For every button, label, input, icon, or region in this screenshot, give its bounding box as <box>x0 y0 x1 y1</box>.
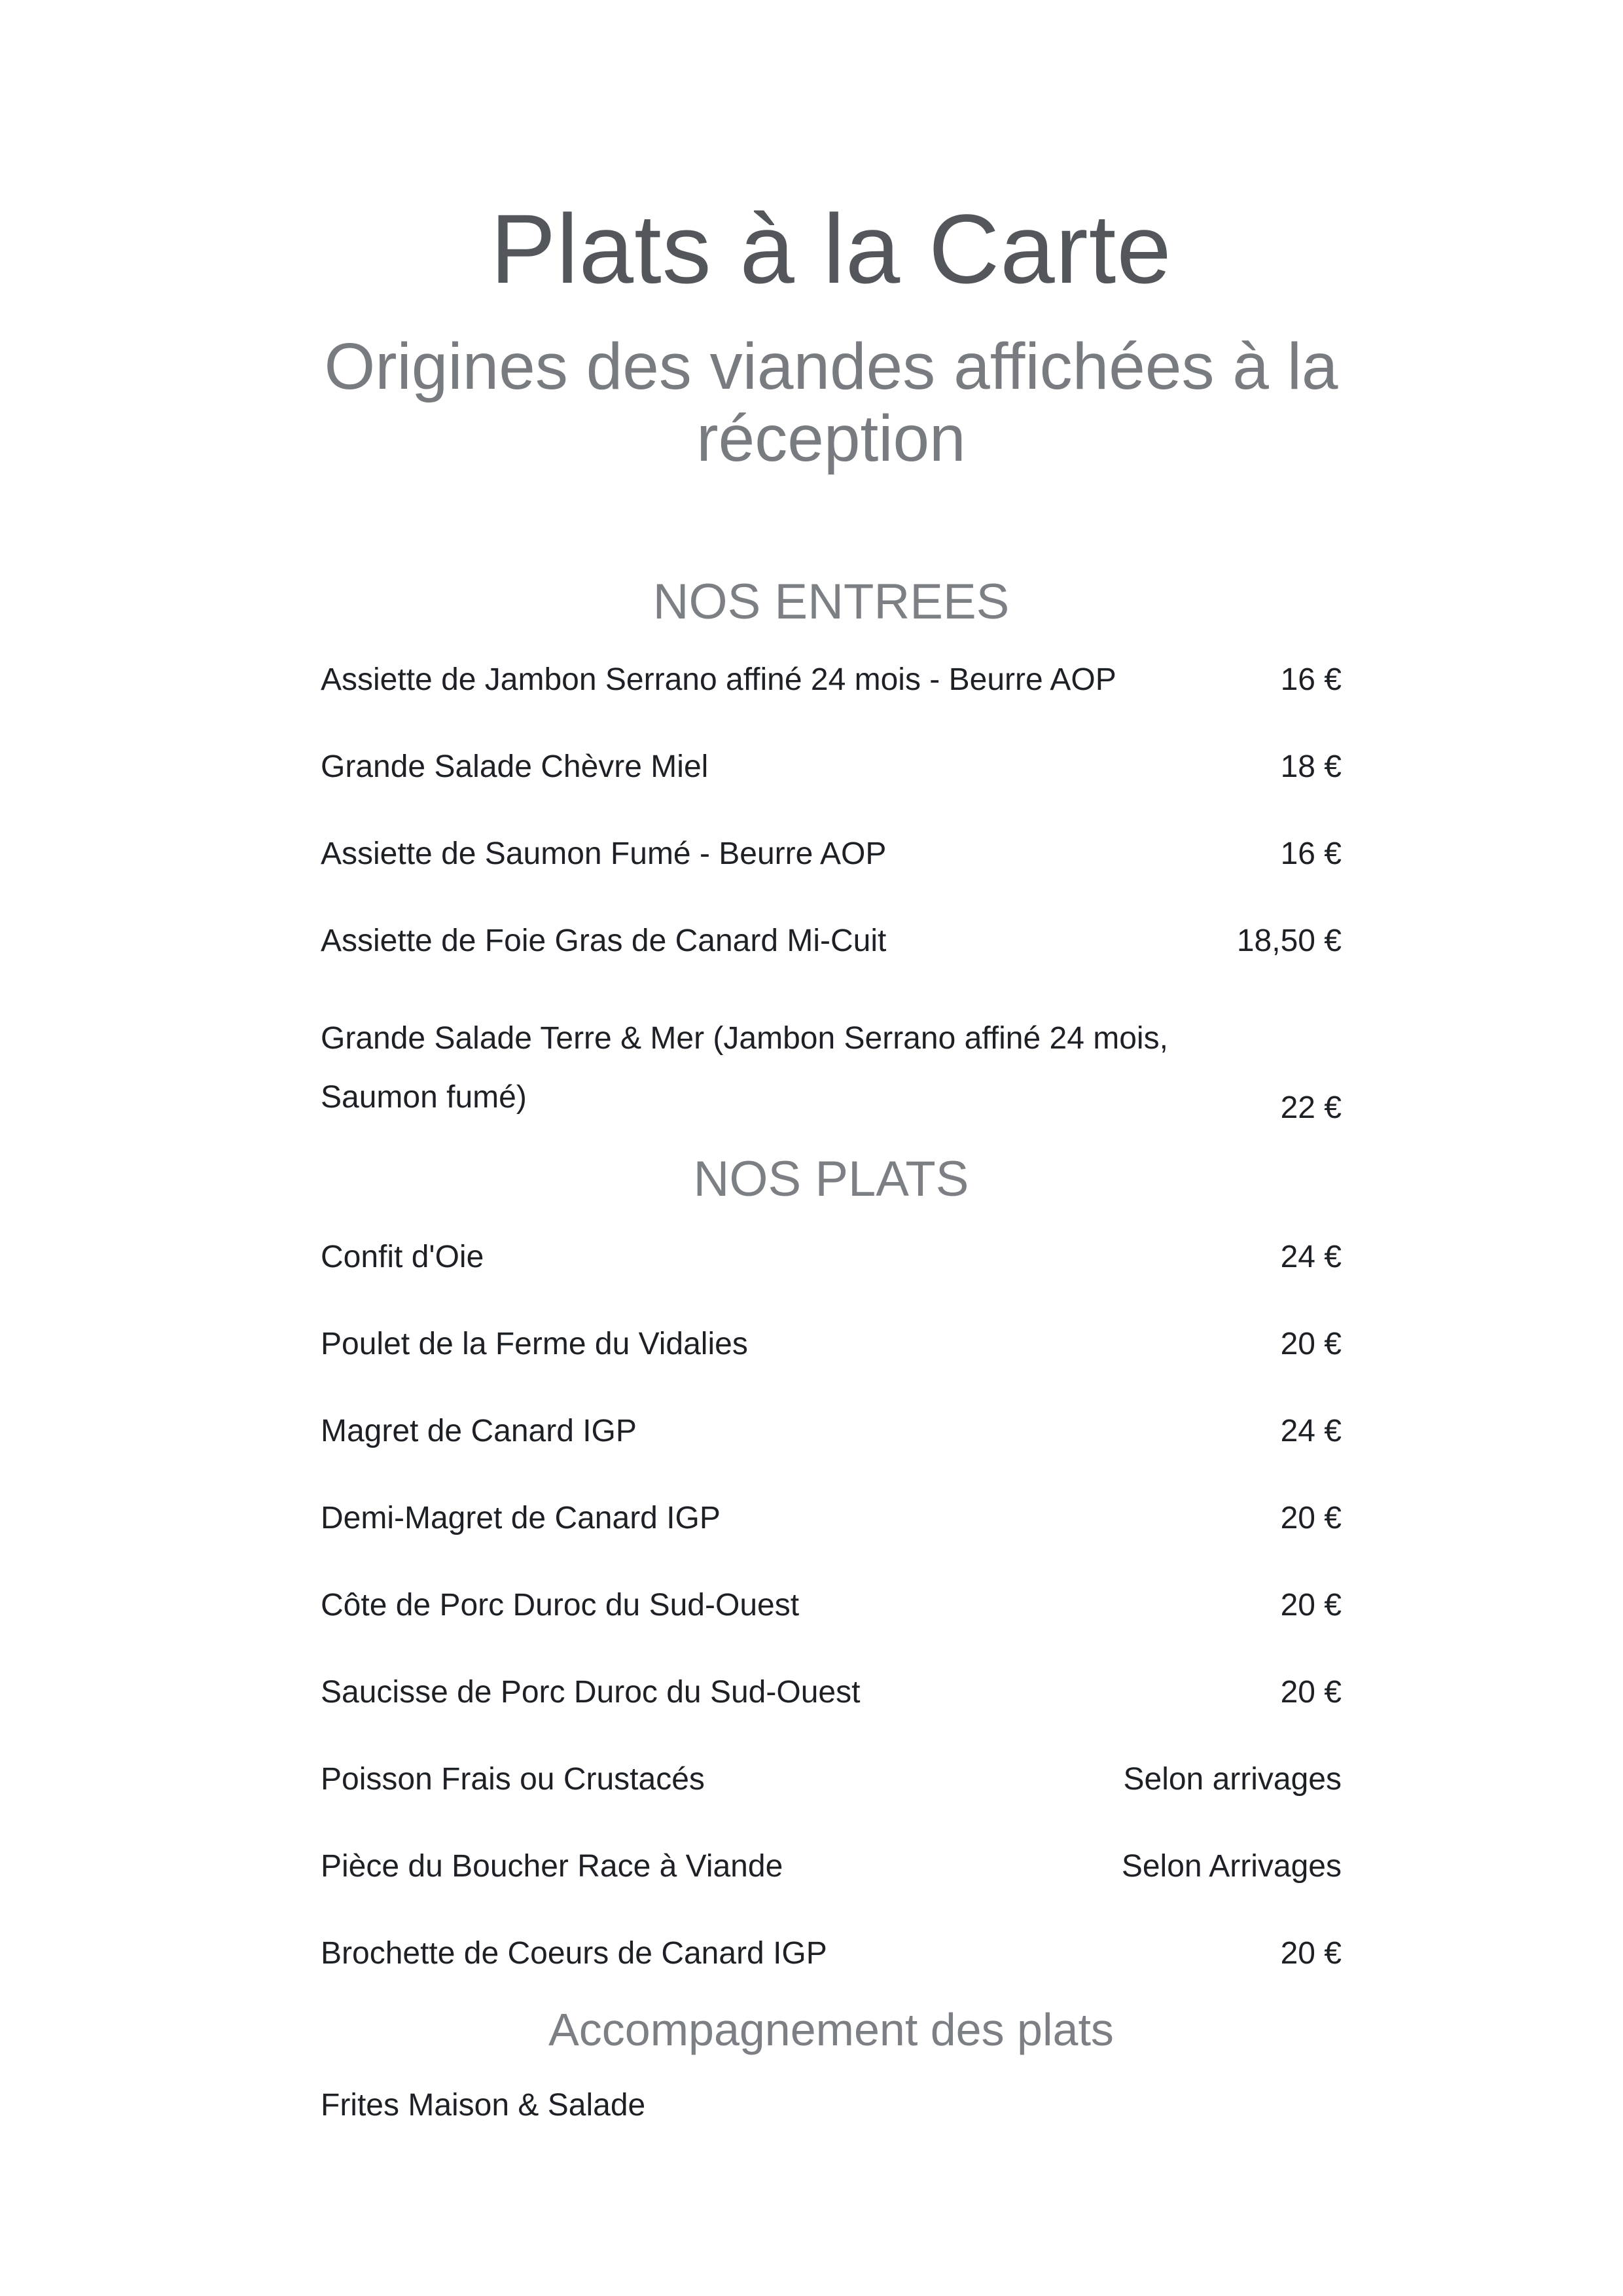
menu-item-row <box>321 748 1342 786</box>
menu-item-row <box>321 1761 1342 1799</box>
menu-item-row <box>321 1412 1342 1450</box>
menu-item-row <box>321 1325 1342 1363</box>
item-price: Selon Arrivages <box>1121 1849 1342 1884</box>
menu-item-row <box>321 1935 1342 1973</box>
item-price: 20 € <box>1280 1936 1342 1971</box>
menu-item-row <box>321 1587 1342 1624</box>
menu-item-row <box>321 1848 1342 1886</box>
item-name: Assiette de Foie Gras de Canard Mi-Cuit <box>321 924 887 958</box>
section-nos-plats <box>321 1153 1342 1973</box>
menu-item-row <box>321 1499 1342 1537</box>
item-price: Selon arrivages <box>1123 1762 1342 1797</box>
section-nos-entrees <box>321 576 1342 1127</box>
section-accompagnement <box>321 2005 1342 2125</box>
item-name: Poulet de la Ferme du Vidalies <box>321 1327 748 1361</box>
menu-item-row <box>321 922 1342 960</box>
section-heading-nos-plats: NOS PLATS <box>693 1151 969 1207</box>
item-price: 24 € <box>1280 1414 1342 1448</box>
item-price: 18,50 € <box>1236 924 1342 958</box>
item-price: 22 € <box>1280 1090 1342 1125</box>
item-price: 20 € <box>1280 1588 1342 1623</box>
item-name: Assiette de Jambon Serrano affiné 24 mois - Beurre AOP <box>321 662 1116 697</box>
page-subtitle: Origines des viandes affichées à la réception <box>324 330 1338 475</box>
menu-item-row <box>321 1674 1342 1712</box>
item-price: 18 € <box>1280 749 1342 784</box>
item-name: Grande Salade Chèvre Miel <box>321 749 709 784</box>
item-price: 20 € <box>1280 1501 1342 1535</box>
item-price: 16 € <box>1280 662 1342 697</box>
item-name: Côte de Porc Duroc du Sud-Ouest <box>321 1588 800 1623</box>
page-title: Plats à la Carte <box>490 194 1172 304</box>
section-heading-nos-entrees: NOS ENTREES <box>652 574 1010 630</box>
item-price: 16 € <box>1280 836 1342 871</box>
menu-item-row <box>321 1238 1342 1276</box>
item-name: Grande Salade Terre & Mer (Jambon Serrano affiné 24 mois, Saumon fumé) <box>321 1021 1168 1115</box>
item-name: Magret de Canard IGP <box>321 1414 637 1448</box>
item-name: Saucisse de Porc Duroc du Sud-Ouest <box>321 1675 861 1710</box>
menu-item-row <box>321 661 1342 699</box>
item-name: Pièce du Boucher Race à Viande <box>321 1849 783 1884</box>
item-name: Confit d'Oie <box>321 1240 484 1274</box>
item-price: 20 € <box>1280 1327 1342 1361</box>
item-name: Assiette de Saumon Fumé - Beurre AOP <box>321 836 887 871</box>
item-name: Poisson Frais ou Crustacés <box>321 1762 705 1797</box>
item-name: Demi-Magret de Canard IGP <box>321 1501 721 1535</box>
menu-item-row <box>321 1009 1342 1127</box>
menu-item-row <box>321 2087 1342 2125</box>
item-name: Frites Maison & Salade <box>321 2088 646 2123</box>
item-price: 20 € <box>1280 1675 1342 1710</box>
item-name: Brochette de Coeurs de Canard IGP <box>321 1936 827 1971</box>
section-heading-accompagnement: Accompagnement des plats <box>548 2004 1114 2055</box>
menu-item-row <box>321 835 1342 873</box>
item-price: 24 € <box>1280 1240 1342 1274</box>
